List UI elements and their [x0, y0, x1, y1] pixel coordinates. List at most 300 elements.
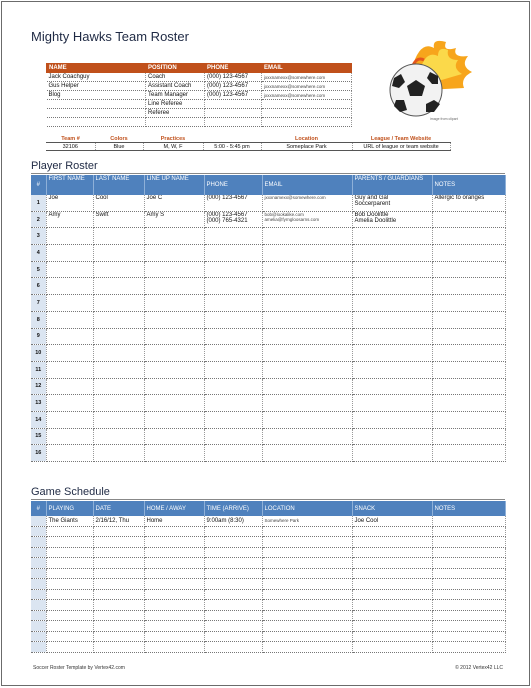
roster-lineup-name-cell[interactable] — [144, 361, 204, 378]
staff-email-cell[interactable] — [262, 118, 352, 127]
schedule-location-cell[interactable] — [262, 568, 352, 579]
roster-header-guardians: PARENTS / GUARDIANS — [352, 175, 432, 195]
roster-last-name-cell[interactable] — [93, 428, 144, 445]
schedule-location-cell[interactable] — [262, 621, 352, 632]
roster-row-number: 13 — [31, 395, 46, 412]
roster-phone-cell[interactable] — [204, 395, 262, 412]
roster-guardians-cell[interactable] — [352, 328, 432, 345]
schedule-playing-cell[interactable] — [46, 631, 93, 642]
schedule-playing-cell[interactable] — [46, 537, 93, 548]
roster-guardians-cell[interactable] — [352, 345, 432, 362]
roster-row — [31, 245, 505, 262]
schedule-snack-cell[interactable] — [352, 568, 432, 579]
schedule-date-cell[interactable]: 2/16/12, Thu — [93, 516, 144, 526]
schedule-notes-cell[interactable] — [432, 631, 505, 642]
staff-position-cell[interactable]: Assistant Coach — [146, 82, 205, 91]
staff-name-cell[interactable]: Gus Helper — [47, 82, 146, 91]
roster-lineup-name-cell[interactable] — [144, 228, 204, 245]
roster-row — [31, 261, 505, 278]
schedule-snack-cell[interactable]: Joe Cool — [352, 516, 432, 526]
roster-lineup-name-cell[interactable] — [144, 411, 204, 428]
schedule-home-away-cell[interactable] — [144, 547, 204, 558]
schedule-time-cell[interactable] — [204, 558, 262, 569]
roster-first-name-cell[interactable] — [46, 411, 93, 428]
staff-email-cell[interactable] — [262, 109, 352, 118]
schedule-date-cell[interactable] — [93, 600, 144, 611]
schedule-notes-cell[interactable] — [432, 600, 505, 611]
roster-guardians-cell[interactable] — [352, 378, 432, 395]
staff-position-cell[interactable]: Team Manager — [146, 91, 205, 100]
staff-phone-cell[interactable]: (000) 123-4567 — [205, 82, 262, 91]
staff-phone-cell[interactable]: (000) 123-4567 — [205, 91, 262, 100]
roster-notes-cell[interactable] — [432, 378, 505, 395]
schedule-notes-cell[interactable] — [432, 568, 505, 579]
roster-last-name-cell[interactable] — [93, 295, 144, 312]
schedule-location-cell[interactable] — [262, 547, 352, 558]
schedule-number-cell — [31, 547, 46, 558]
schedule-playing-cell[interactable] — [46, 558, 93, 569]
schedule-row — [31, 610, 505, 621]
roster-phone-cell[interactable] — [204, 195, 262, 211]
roster-guardians-cell[interactable] — [352, 395, 432, 412]
roster-guardians-cell[interactable] — [352, 195, 432, 211]
schedule-snack-cell[interactable] — [352, 600, 432, 611]
schedule-home-away-cell[interactable] — [144, 610, 204, 621]
player-roster-divider — [31, 173, 505, 174]
roster-row — [31, 211, 505, 228]
roster-row — [31, 345, 505, 362]
game-schedule-divider — [31, 499, 505, 500]
staff-position-cell[interactable]: Referee — [146, 109, 205, 118]
staff-row — [47, 109, 352, 118]
roster-phone-cell[interactable] — [204, 378, 262, 395]
roster-lineup-name-cell[interactable] — [144, 328, 204, 345]
roster-lineup-name-cell[interactable] — [144, 261, 204, 278]
schedule-home-away-cell[interactable] — [144, 537, 204, 548]
logo-caption: image from clipart — [430, 117, 458, 121]
roster-header-row — [31, 175, 505, 195]
schedule-snack-cell[interactable] — [352, 589, 432, 600]
roster-lineup-name-cell[interactable]: Amy S — [144, 211, 204, 228]
roster-lineup-name-cell[interactable] — [144, 428, 204, 445]
roster-email-cell[interactable] — [262, 295, 352, 312]
staff-email-cell[interactable]: jxxxnamexx@somewhere.com — [262, 91, 352, 100]
roster-first-name-cell[interactable]: Amy — [46, 211, 93, 228]
schedule-date-cell[interactable] — [93, 526, 144, 537]
schedule-date-cell[interactable] — [93, 547, 144, 558]
staff-email-cell[interactable]: jxxxnamexx@somewhere.com — [262, 73, 352, 82]
schedule-time-cell[interactable] — [204, 589, 262, 600]
schedule-home-away-cell[interactable] — [144, 558, 204, 569]
roster-guardians-cell[interactable] — [352, 311, 432, 328]
schedule-time-cell[interactable] — [204, 631, 262, 642]
roster-email-cell[interactable] — [262, 278, 352, 295]
staff-position-cell[interactable]: Coach — [146, 73, 205, 82]
schedule-location-cell[interactable] — [262, 610, 352, 621]
schedule-row — [31, 537, 505, 548]
roster-header-phone: PHONE — [204, 175, 262, 195]
roster-header-email: EMAIL — [262, 175, 352, 195]
roster-email-cell[interactable] — [262, 361, 352, 378]
roster-guardians-cell[interactable] — [352, 445, 432, 462]
roster-guardians-cell[interactable] — [352, 428, 432, 445]
schedule-notes-cell[interactable] — [432, 579, 505, 590]
schedule-snack-cell[interactable] — [352, 558, 432, 569]
schedule-home-away-cell[interactable] — [144, 579, 204, 590]
roster-phone-cell[interactable] — [204, 211, 262, 228]
roster-row-number: 4 — [31, 245, 46, 262]
roster-first-name-cell[interactable] — [46, 311, 93, 328]
team-number-value[interactable]: 32106 — [46, 143, 95, 151]
roster-lineup-name-cell[interactable] — [144, 295, 204, 312]
staff-name-cell[interactable] — [47, 100, 146, 109]
schedule-playing-cell[interactable] — [46, 547, 93, 558]
roster-email-cell[interactable] — [262, 261, 352, 278]
schedule-date-cell[interactable] — [93, 621, 144, 632]
schedule-location-cell[interactable]: Somewhere Park — [262, 516, 352, 526]
schedule-snack-cell[interactable] — [352, 610, 432, 621]
staff-position-cell[interactable]: Line Referee — [146, 100, 205, 109]
roster-phone-cell[interactable] — [204, 361, 262, 378]
schedule-time-cell[interactable] — [204, 526, 262, 537]
roster-notes-cell[interactable] — [432, 445, 505, 462]
footer-credit: Soccer Roster Template by Vertex42.com — [33, 665, 125, 671]
staff-table — [46, 63, 352, 127]
roster-email-cell[interactable] — [262, 211, 352, 228]
roster-phone-cell[interactable] — [204, 311, 262, 328]
roster-last-name-cell[interactable] — [93, 311, 144, 328]
roster-last-name-cell[interactable]: Swift — [93, 211, 144, 228]
roster-row-number: 6 — [31, 278, 46, 295]
roster-last-name-cell[interactable] — [93, 361, 144, 378]
schedule-snack-cell[interactable] — [352, 537, 432, 548]
roster-first-name-cell[interactable]: Joe — [46, 195, 93, 211]
roster-last-name-cell[interactable] — [93, 328, 144, 345]
team-info-header-row — [46, 135, 450, 143]
schedule-location-cell[interactable] — [262, 642, 352, 653]
roster-notes-cell[interactable] — [432, 345, 505, 362]
schedule-notes-cell[interactable] — [432, 547, 505, 558]
schedule-location-cell[interactable] — [262, 526, 352, 537]
player-roster-table — [31, 175, 506, 462]
schedule-snack-cell[interactable] — [352, 631, 432, 642]
roster-guardians-cell[interactable] — [352, 211, 432, 228]
roster-guardians-cell[interactable] — [352, 361, 432, 378]
roster-phone-cell[interactable] — [204, 245, 262, 262]
team-info-table — [46, 135, 451, 151]
roster-phone-cell[interactable] — [204, 278, 262, 295]
page-title: Mighty Hawks Team Roster — [31, 29, 189, 44]
schedule-notes-cell[interactable] — [432, 516, 505, 526]
schedule-date-cell[interactable] — [93, 579, 144, 590]
schedule-playing-cell[interactable] — [46, 610, 93, 621]
roster-email-cell[interactable] — [262, 395, 352, 412]
schedule-time-cell[interactable] — [204, 547, 262, 558]
roster-first-name-cell[interactable] — [46, 428, 93, 445]
schedule-home-away-cell[interactable]: Home — [144, 516, 204, 526]
schedule-date-cell[interactable] — [93, 631, 144, 642]
schedule-playing-cell[interactable] — [46, 600, 93, 611]
schedule-row — [31, 579, 505, 590]
schedule-row — [31, 631, 505, 642]
roster-last-name-cell[interactable] — [93, 228, 144, 245]
game-schedule-table — [31, 501, 506, 653]
roster-email-cell[interactable] — [262, 428, 352, 445]
roster-guardians-cell[interactable] — [352, 261, 432, 278]
colors-label: Colors — [110, 135, 128, 142]
staff-name-cell[interactable]: Jack Coachguy — [47, 73, 146, 82]
schedule-date-cell[interactable] — [93, 537, 144, 548]
roster-notes-cell[interactable] — [432, 295, 505, 312]
schedule-notes-cell[interactable] — [432, 610, 505, 621]
roster-first-name-cell[interactable] — [46, 261, 93, 278]
roster-row — [31, 411, 505, 428]
roster-row-number: 15 — [31, 428, 46, 445]
schedule-location-cell[interactable] — [262, 589, 352, 600]
schedule-location-cell[interactable] — [262, 631, 352, 642]
schedule-playing-cell[interactable] — [46, 579, 93, 590]
roster-guardians-cell[interactable] — [352, 228, 432, 245]
schedule-date-cell[interactable] — [93, 568, 144, 579]
roster-row-number: 5 — [31, 261, 46, 278]
roster-header-lineup-name: LINE UP NAME — [144, 175, 204, 195]
roster-guardian-line-1: Guy and Gal — [354, 195, 389, 201]
roster-first-name-cell[interactable] — [46, 378, 93, 395]
schedule-snack-cell[interactable] — [352, 579, 432, 590]
roster-row — [31, 295, 505, 312]
location-value[interactable]: Someplace Park — [261, 143, 352, 151]
schedule-time-cell[interactable] — [204, 642, 262, 653]
schedule-row — [31, 526, 505, 537]
schedule-date-cell[interactable] — [93, 589, 144, 600]
roster-guardians-cell[interactable] — [352, 295, 432, 312]
colors-value[interactable]: Blue — [95, 143, 143, 151]
roster-row — [31, 395, 505, 412]
schedule-playing-cell[interactable] — [46, 621, 93, 632]
schedule-home-away-cell[interactable] — [144, 642, 204, 653]
roster-phone-cell[interactable] — [204, 261, 262, 278]
roster-phone-cell[interactable] — [204, 228, 262, 245]
roster-last-name-cell[interactable] — [93, 278, 144, 295]
staff-phone-cell[interactable]: (000) 123-4567 — [205, 73, 262, 82]
roster-lineup-name-cell[interactable] — [144, 395, 204, 412]
soccer-ball-fire-logo — [382, 38, 474, 120]
roster-row — [31, 445, 505, 462]
schedule-home-away-cell[interactable] — [144, 568, 204, 579]
roster-last-name-cell[interactable] — [93, 378, 144, 395]
schedule-row — [31, 589, 505, 600]
schedule-number-cell — [31, 568, 46, 579]
roster-header-notes: NOTES — [432, 175, 505, 195]
schedule-number-cell — [31, 526, 46, 537]
schedule-time-cell[interactable] — [204, 568, 262, 579]
schedule-snack-cell[interactable] — [352, 526, 432, 537]
roster-email-cell[interactable] — [262, 378, 352, 395]
website-value[interactable]: URL of league or team website — [352, 143, 450, 151]
schedule-notes-cell[interactable] — [432, 589, 505, 600]
roster-notes-cell[interactable] — [432, 228, 505, 245]
schedule-snack-cell[interactable] — [352, 642, 432, 653]
roster-email-cell[interactable] — [262, 311, 352, 328]
roster-first-name-cell[interactable] — [46, 278, 93, 295]
roster-last-name-cell[interactable]: Cool — [93, 195, 144, 211]
staff-row — [47, 100, 352, 109]
staff-email-cell[interactable] — [262, 100, 352, 109]
roster-header-last-name: LAST NAME — [93, 175, 144, 195]
schedule-snack-cell[interactable] — [352, 621, 432, 632]
roster-first-name-cell[interactable] — [46, 328, 93, 345]
roster-last-name-cell[interactable] — [93, 261, 144, 278]
schedule-time-cell[interactable] — [204, 537, 262, 548]
roster-notes-cell[interactable] — [432, 261, 505, 278]
staff-phone-cell[interactable] — [205, 109, 262, 118]
schedule-playing-cell[interactable] — [46, 589, 93, 600]
schedule-time-cell[interactable] — [204, 579, 262, 590]
roster-first-name-cell[interactable] — [46, 445, 93, 462]
schedule-header-row — [31, 501, 505, 516]
roster-lineup-name-cell[interactable] — [144, 345, 204, 362]
roster-lineup-name-cell[interactable]: Joe C — [144, 195, 204, 211]
roster-notes-cell[interactable]: Allergic to oranges — [432, 195, 505, 211]
staff-name-cell[interactable] — [47, 118, 146, 127]
roster-first-name-cell[interactable] — [46, 345, 93, 362]
schedule-date-cell[interactable] — [93, 558, 144, 569]
roster-last-name-cell[interactable] — [93, 395, 144, 412]
roster-email-cell[interactable] — [262, 328, 352, 345]
roster-row-number: 7 — [31, 295, 46, 312]
schedule-home-away-cell[interactable] — [144, 600, 204, 611]
roster-guardians-cell[interactable] — [352, 245, 432, 262]
roster-notes-cell[interactable] — [432, 328, 505, 345]
roster-guardians-cell[interactable] — [352, 278, 432, 295]
practice-time-value[interactable]: 5:00 - 5:45 pm — [203, 143, 261, 151]
roster-notes-cell[interactable] — [432, 395, 505, 412]
schedule-playing-cell[interactable] — [46, 642, 93, 653]
schedule-notes-cell[interactable] — [432, 537, 505, 548]
roster-row — [31, 278, 505, 295]
staff-header-position: POSITION — [146, 64, 205, 73]
roster-notes-cell[interactable] — [432, 245, 505, 262]
roster-last-name-cell[interactable] — [93, 245, 144, 262]
schedule-header-notes: NOTES — [432, 501, 505, 516]
roster-row-number: 16 — [31, 445, 46, 462]
roster-last-name-cell[interactable] — [93, 411, 144, 428]
staff-header-phone: PHONE — [205, 64, 262, 73]
schedule-notes-cell[interactable] — [432, 526, 505, 537]
roster-email-cell[interactable] — [262, 195, 352, 211]
schedule-home-away-cell[interactable] — [144, 589, 204, 600]
schedule-number-cell — [31, 610, 46, 621]
roster-first-name-cell[interactable] — [46, 245, 93, 262]
practices-value[interactable]: M, W, F — [143, 143, 203, 151]
roster-row-number: 14 — [31, 411, 46, 428]
schedule-playing-cell[interactable]: The Giants — [46, 516, 93, 526]
schedule-location-cell[interactable] — [262, 600, 352, 611]
schedule-home-away-cell[interactable] — [144, 621, 204, 632]
roster-phone-cell[interactable] — [204, 345, 262, 362]
schedule-snack-cell[interactable] — [352, 547, 432, 558]
roster-phone-cell[interactable] — [204, 428, 262, 445]
roster-email-cell[interactable] — [262, 245, 352, 262]
schedule-time-cell[interactable] — [204, 610, 262, 621]
schedule-number-cell — [31, 516, 46, 526]
roster-phone-line-1: (000) 123-4567 — [206, 211, 248, 218]
roster-lineup-name-cell[interactable] — [144, 445, 204, 462]
schedule-notes-cell[interactable] — [432, 642, 505, 653]
schedule-notes-cell[interactable] — [432, 621, 505, 632]
schedule-notes-cell[interactable] — [432, 558, 505, 569]
roster-row — [31, 311, 505, 328]
schedule-time-cell[interactable] — [204, 600, 262, 611]
schedule-location-cell[interactable] — [262, 537, 352, 548]
schedule-date-cell[interactable] — [93, 642, 144, 653]
roster-lineup-name-cell[interactable] — [144, 311, 204, 328]
roster-guardian-line-1: Bob Doolittle — [354, 211, 389, 218]
roster-notes-cell[interactable] — [432, 211, 505, 228]
schedule-playing-cell[interactable] — [46, 568, 93, 579]
staff-email-cell[interactable]: jxxxnamexx@somewhere.com — [262, 82, 352, 91]
schedule-time-cell[interactable]: 9:00am (8:30) — [204, 516, 262, 526]
schedule-playing-cell[interactable] — [46, 526, 93, 537]
roster-phone-cell[interactable] — [204, 295, 262, 312]
roster-lineup-name-cell[interactable] — [144, 245, 204, 262]
roster-email-cell[interactable] — [262, 411, 352, 428]
roster-page — [1, 1, 530, 686]
staff-phone-cell[interactable] — [205, 100, 262, 109]
roster-first-name-cell[interactable] — [46, 361, 93, 378]
roster-row-number: 2 — [31, 211, 46, 228]
roster-email-cell[interactable] — [262, 345, 352, 362]
schedule-date-cell[interactable] — [93, 610, 144, 621]
roster-guardians-cell[interactable] — [352, 411, 432, 428]
roster-notes-cell[interactable] — [432, 361, 505, 378]
roster-last-name-cell[interactable] — [93, 345, 144, 362]
roster-phone-cell[interactable] — [204, 445, 262, 462]
schedule-row — [31, 568, 505, 579]
schedule-row — [31, 547, 505, 558]
schedule-number-cell — [31, 631, 46, 642]
staff-position-cell[interactable] — [146, 118, 205, 127]
roster-notes-cell[interactable] — [432, 411, 505, 428]
schedule-row — [31, 621, 505, 632]
roster-first-name-cell[interactable] — [46, 228, 93, 245]
staff-name-cell[interactable]: Blog — [47, 91, 146, 100]
roster-first-name-cell[interactable] — [46, 395, 93, 412]
roster-notes-cell[interactable] — [432, 311, 505, 328]
roster-phone-line-1: (000) 123-4567 — [206, 195, 248, 201]
staff-name-cell[interactable] — [47, 109, 146, 118]
roster-email-cell[interactable] — [262, 228, 352, 245]
roster-phone-cell[interactable] — [204, 411, 262, 428]
staff-header-row — [47, 64, 352, 73]
roster-notes-cell[interactable] — [432, 278, 505, 295]
roster-notes-cell[interactable] — [432, 428, 505, 445]
schedule-location-cell[interactable] — [262, 558, 352, 569]
roster-lineup-name-cell[interactable] — [144, 278, 204, 295]
schedule-home-away-cell[interactable] — [144, 631, 204, 642]
schedule-location-cell[interactable] — [262, 579, 352, 590]
roster-first-name-cell[interactable] — [46, 295, 93, 312]
roster-phone-cell[interactable] — [204, 328, 262, 345]
roster-email-line-2: amelia@fyrngloosarns.com — [264, 216, 320, 222]
staff-phone-cell[interactable] — [205, 118, 262, 127]
roster-email-cell[interactable] — [262, 445, 352, 462]
roster-guardian-line-2: Soccerparent — [354, 201, 391, 207]
roster-last-name-cell[interactable] — [93, 445, 144, 462]
roster-lineup-name-cell[interactable] — [144, 378, 204, 395]
schedule-time-cell[interactable] — [204, 621, 262, 632]
schedule-home-away-cell[interactable] — [144, 526, 204, 537]
